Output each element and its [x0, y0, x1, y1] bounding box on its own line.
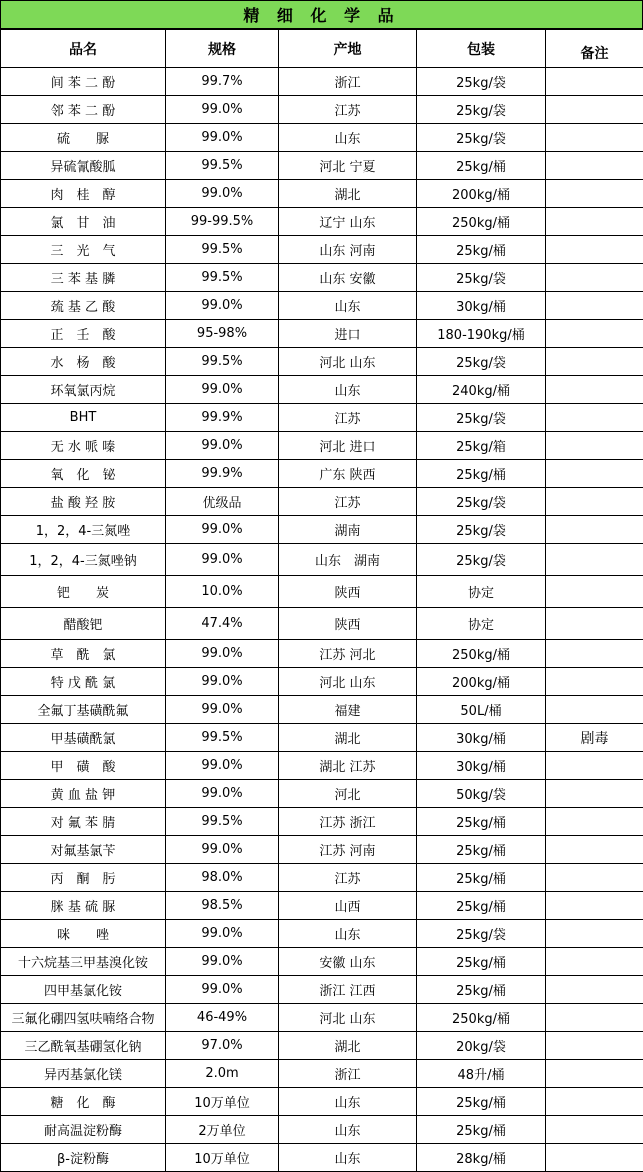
cell-remark [546, 1116, 643, 1144]
cell-remark [546, 1088, 643, 1116]
cell-remark [546, 892, 643, 920]
cell-package: 25kg/箱 [417, 432, 546, 460]
cell-spec: 99.0% [166, 640, 279, 668]
cell-spec: 99-99.5% [166, 208, 279, 236]
cell-remark [546, 348, 643, 376]
cell-package: 25kg/桶 [417, 1116, 546, 1144]
cell-spec: 2.0m [166, 1060, 279, 1088]
cell-package: 协定 [417, 576, 546, 608]
cell-origin: 湖北 [279, 180, 417, 208]
cell-remark [546, 608, 643, 640]
cell-spec: 99.0% [166, 752, 279, 780]
cell-name: 巯 基 乙 酸 [1, 292, 166, 320]
cell-spec: 99.0% [166, 544, 279, 576]
cell-name: 全氟丁基磺酰氟 [1, 696, 166, 724]
cell-package: 25kg/桶 [417, 892, 546, 920]
cell-package: 30kg/桶 [417, 292, 546, 320]
cell-remark [546, 516, 643, 544]
table-row [1, 1060, 643, 1088]
cell-remark [546, 292, 643, 320]
header-row [1, 30, 643, 68]
cell-name: 三氟化硼四氢呋喃络合物 [1, 1004, 166, 1032]
cell-package: 25kg/袋 [417, 404, 546, 432]
table-row [1, 348, 643, 376]
cell-remark [546, 808, 643, 836]
cell-spec: 99.9% [166, 404, 279, 432]
cell-remark [546, 752, 643, 780]
cell-remark [546, 376, 643, 404]
cell-remark [546, 544, 643, 576]
cell-package: 协定 [417, 608, 546, 640]
cell-package: 25kg/桶 [417, 836, 546, 864]
header-remark: 备注 [546, 30, 643, 68]
cell-spec: 99.0% [166, 432, 279, 460]
table-row [1, 892, 643, 920]
cell-remark [546, 780, 643, 808]
table-row [1, 836, 643, 864]
cell-package: 30kg/桶 [417, 752, 546, 780]
cell-package: 250kg/桶 [417, 208, 546, 236]
table-row [1, 320, 643, 348]
cell-spec: 99.0% [166, 376, 279, 404]
cell-origin: 浙江 江西 [279, 976, 417, 1004]
cell-name: 特 戊 酰 氯 [1, 668, 166, 696]
cell-remark [546, 432, 643, 460]
cell-spec: 99.5% [166, 236, 279, 264]
table-row [1, 608, 643, 640]
cell-package: 30kg/桶 [417, 724, 546, 752]
table-row [1, 576, 643, 608]
cell-name: 邻 苯 二 酚 [1, 96, 166, 124]
cell-package: 25kg/桶 [417, 460, 546, 488]
table-row [1, 404, 643, 432]
cell-package: 25kg/袋 [417, 488, 546, 516]
cell-remark [546, 404, 643, 432]
cell-remark [546, 1032, 643, 1060]
cell-origin: 湖北 [279, 724, 417, 752]
cell-remark [546, 976, 643, 1004]
cell-spec: 10万单位 [166, 1144, 279, 1172]
table-row [1, 180, 643, 208]
cell-package: 20kg/袋 [417, 1032, 546, 1060]
cell-origin: 江苏 [279, 96, 417, 124]
table-row [1, 376, 643, 404]
header-spec: 规格 [166, 30, 279, 68]
cell-spec: 99.5% [166, 808, 279, 836]
header-package: 包装 [417, 30, 546, 68]
table-row [1, 152, 643, 180]
cell-package: 25kg/袋 [417, 264, 546, 292]
cell-spec: 99.0% [166, 180, 279, 208]
cell-spec: 46-49% [166, 1004, 279, 1032]
cell-origin: 江苏 [279, 864, 417, 892]
cell-remark [546, 124, 643, 152]
table-row [1, 460, 643, 488]
cell-name: 甲基磺酰氯 [1, 724, 166, 752]
cell-name: 异硫氰酸胍 [1, 152, 166, 180]
table-row [1, 948, 643, 976]
cell-origin: 辽宁 山东 [279, 208, 417, 236]
cell-spec: 99.9% [166, 460, 279, 488]
cell-remark [546, 640, 643, 668]
cell-name: 间 苯 二 酚 [1, 68, 166, 96]
cell-origin: 湖北 江苏 [279, 752, 417, 780]
cell-spec: 99.0% [166, 668, 279, 696]
cell-origin: 河北 进口 [279, 432, 417, 460]
cell-remark [546, 1060, 643, 1088]
cell-package: 25kg/桶 [417, 236, 546, 264]
cell-remark [546, 320, 643, 348]
table-row [1, 68, 643, 96]
cell-remark [546, 696, 643, 724]
cell-name: 1，2，4-三氮唑 [1, 516, 166, 544]
table-row [1, 976, 643, 1004]
cell-remark [546, 236, 643, 264]
cell-name: 甲 磺 酸 [1, 752, 166, 780]
table-row [1, 124, 643, 152]
table-title: 精 细 化 学 品 [0, 0, 643, 29]
cell-name: 对氟基氯苄 [1, 836, 166, 864]
cell-name: 钯 炭 [1, 576, 166, 608]
cell-package: 25kg/袋 [417, 124, 546, 152]
cell-package: 240kg/桶 [417, 376, 546, 404]
cell-package: 25kg/桶 [417, 976, 546, 1004]
cell-origin: 山东 [279, 920, 417, 948]
cell-package: 25kg/袋 [417, 68, 546, 96]
cell-spec: 99.5% [166, 348, 279, 376]
cell-remark [546, 488, 643, 516]
cell-package: 200kg/桶 [417, 180, 546, 208]
cell-name: 三乙酰氧基硼氢化钠 [1, 1032, 166, 1060]
cell-spec: 99.0% [166, 948, 279, 976]
cell-spec: 2万单位 [166, 1116, 279, 1144]
cell-package: 25kg/桶 [417, 808, 546, 836]
table-row [1, 516, 643, 544]
table-row [1, 640, 643, 668]
cell-name: 1，2，4-三氮唑钠 [1, 544, 166, 576]
cell-spec: 优级品 [166, 488, 279, 516]
cell-package: 25kg/桶 [417, 864, 546, 892]
table-row [1, 864, 643, 892]
cell-name: 四甲基氯化铵 [1, 976, 166, 1004]
cell-remark [546, 1144, 643, 1172]
cell-remark [546, 920, 643, 948]
table-body [1, 68, 643, 1172]
cell-origin: 河北 山东 [279, 348, 417, 376]
cell-origin: 山东 [279, 124, 417, 152]
cell-origin: 河北 宁夏 [279, 152, 417, 180]
cell-package: 28kg/桶 [417, 1144, 546, 1172]
cell-package: 25kg/袋 [417, 348, 546, 376]
cell-origin: 江苏 河南 [279, 836, 417, 864]
cell-origin: 山西 [279, 892, 417, 920]
table-row [1, 1116, 643, 1144]
cell-spec: 10.0% [166, 576, 279, 608]
cell-origin: 浙江 [279, 1060, 417, 1088]
cell-origin: 湖北 [279, 1032, 417, 1060]
cell-name: β-淀粉酶 [1, 1144, 166, 1172]
cell-package: 250kg/桶 [417, 1004, 546, 1032]
cell-name: 氧 化 铋 [1, 460, 166, 488]
cell-origin: 浙江 [279, 68, 417, 96]
cell-name: 环氧氯丙烷 [1, 376, 166, 404]
cell-spec: 10万单位 [166, 1088, 279, 1116]
cell-remark [546, 668, 643, 696]
table-row [1, 752, 643, 780]
cell-spec: 99.0% [166, 836, 279, 864]
table-row [1, 696, 643, 724]
cell-name: 无 水 哌 嗪 [1, 432, 166, 460]
cell-spec: 47.4% [166, 608, 279, 640]
cell-name: 氯 甘 油 [1, 208, 166, 236]
cell-remark [546, 948, 643, 976]
table-row [1, 488, 643, 516]
cell-origin: 广东 陕西 [279, 460, 417, 488]
cell-origin: 山东 [279, 1116, 417, 1144]
cell-origin: 山东 河南 [279, 236, 417, 264]
cell-name: 丙 酮 肟 [1, 864, 166, 892]
cell-origin: 山东 [279, 1088, 417, 1116]
cell-origin: 江苏 [279, 404, 417, 432]
cell-origin: 河北 山东 [279, 668, 417, 696]
cell-package: 50L/桶 [417, 696, 546, 724]
cell-name: 对 氟 苯 腈 [1, 808, 166, 836]
header-name: 品名 [1, 30, 166, 68]
cell-spec: 95-98% [166, 320, 279, 348]
cell-name: 肉 桂 醇 [1, 180, 166, 208]
cell-name: 咪 唑 [1, 920, 166, 948]
table-row [1, 236, 643, 264]
cell-remark [546, 68, 643, 96]
cell-name: 十六烷基三甲基溴化铵 [1, 948, 166, 976]
cell-spec: 98.5% [166, 892, 279, 920]
cell-package: 25kg/桶 [417, 1088, 546, 1116]
cell-package: 50kg/袋 [417, 780, 546, 808]
cell-package: 25kg/袋 [417, 920, 546, 948]
cell-remark [546, 864, 643, 892]
table-row [1, 264, 643, 292]
cell-package: 48升/桶 [417, 1060, 546, 1088]
cell-spec: 99.0% [166, 920, 279, 948]
cell-origin: 进口 [279, 320, 417, 348]
cell-name: 三 苯 基 膦 [1, 264, 166, 292]
cell-name: 异丙基氯化镁 [1, 1060, 166, 1088]
cell-spec: 97.0% [166, 1032, 279, 1060]
cell-origin: 山东 [279, 376, 417, 404]
cell-origin: 江苏 [279, 488, 417, 516]
cell-package: 25kg/桶 [417, 152, 546, 180]
cell-remark [546, 208, 643, 236]
cell-name: 三 光 气 [1, 236, 166, 264]
cell-origin: 湖南 [279, 516, 417, 544]
table-row [1, 808, 643, 836]
cell-package: 25kg/桶 [417, 948, 546, 976]
cell-name: 正 壬 酸 [1, 320, 166, 348]
cell-origin: 江苏 浙江 [279, 808, 417, 836]
cell-remark [546, 96, 643, 124]
cell-spec: 99.0% [166, 780, 279, 808]
cell-origin: 福建 [279, 696, 417, 724]
header-origin: 产地 [279, 30, 417, 68]
cell-package: 25kg/袋 [417, 544, 546, 576]
cell-name: 草 酰 氯 [1, 640, 166, 668]
cell-name: BHT [1, 404, 166, 432]
table-row [1, 292, 643, 320]
cell-spec: 99.0% [166, 516, 279, 544]
cell-spec: 99.0% [166, 696, 279, 724]
cell-package: 200kg/桶 [417, 668, 546, 696]
cell-remark [546, 1004, 643, 1032]
cell-origin: 陕西 [279, 608, 417, 640]
cell-origin: 安徽 山东 [279, 948, 417, 976]
cell-origin: 山东 [279, 292, 417, 320]
cell-spec: 99.7% [166, 68, 279, 96]
table-row [1, 432, 643, 460]
cell-spec: 99.5% [166, 264, 279, 292]
cell-name: 脒 基 硫 脲 [1, 892, 166, 920]
cell-name: 硫 脲 [1, 124, 166, 152]
cell-remark [546, 264, 643, 292]
cell-origin: 山东 [279, 1144, 417, 1172]
cell-origin: 江苏 河北 [279, 640, 417, 668]
cell-remark [546, 152, 643, 180]
cell-remark [546, 836, 643, 864]
cell-origin: 河北 山东 [279, 1004, 417, 1032]
cell-spec: 98.0% [166, 864, 279, 892]
cell-spec: 99.0% [166, 124, 279, 152]
cell-spec: 99.0% [166, 976, 279, 1004]
cell-package: 25kg/袋 [417, 96, 546, 124]
cell-name: 黄 血 盐 钾 [1, 780, 166, 808]
cell-spec: 99.5% [166, 152, 279, 180]
table-row [1, 780, 643, 808]
cell-package: 25kg/袋 [417, 516, 546, 544]
cell-package: 180-190kg/桶 [417, 320, 546, 348]
cell-name: 盐 酸 羟 胺 [1, 488, 166, 516]
table-row [1, 208, 643, 236]
table-row [1, 544, 643, 576]
table-row [1, 1088, 643, 1116]
cell-spec: 99.5% [166, 724, 279, 752]
table-row [1, 920, 643, 948]
cell-origin: 陕西 [279, 576, 417, 608]
table-row [1, 1032, 643, 1060]
cell-name: 水 杨 酸 [1, 348, 166, 376]
cell-spec: 99.0% [166, 96, 279, 124]
table-row [1, 96, 643, 124]
cell-name: 醋酸钯 [1, 608, 166, 640]
cell-package: 250kg/桶 [417, 640, 546, 668]
cell-origin: 山东 湖南 [279, 544, 417, 576]
cell-remark [546, 180, 643, 208]
table-row [1, 668, 643, 696]
cell-remark [546, 576, 643, 608]
table-row [1, 724, 643, 752]
chemicals-table [0, 29, 643, 1172]
cell-name: 糖 化 酶 [1, 1088, 166, 1116]
table-row [1, 1144, 643, 1172]
cell-origin: 山东 安徽 [279, 264, 417, 292]
cell-origin: 河北 [279, 780, 417, 808]
table-row [1, 1004, 643, 1032]
cell-spec: 99.0% [166, 292, 279, 320]
cell-remark: 剧毒 [546, 724, 643, 752]
cell-name: 耐高温淀粉酶 [1, 1116, 166, 1144]
cell-remark [546, 460, 643, 488]
